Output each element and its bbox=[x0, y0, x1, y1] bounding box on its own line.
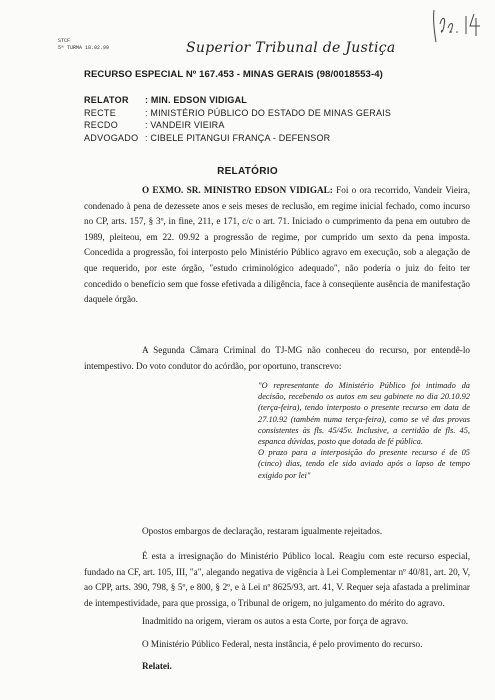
party-recdo bbox=[84, 119, 391, 132]
parties-block bbox=[84, 94, 391, 144]
paragraph-1 bbox=[84, 183, 470, 308]
quote-part-2: O prazo para a interposição do presente recurso é de 05 (cinco) dias, tendo ele sido aviado após o lapso de tempo exigido por lei" bbox=[258, 448, 470, 480]
party-label: ADVOGADO bbox=[84, 132, 139, 143]
court-name: Superior Tribunal de Justiça bbox=[186, 40, 396, 56]
paragraph-6: O Ministério Público Federal, nesta instância, é pelo provimento do recurso. bbox=[142, 639, 423, 649]
party-recte bbox=[84, 107, 391, 120]
stamp-line-2: 5ª TURMA 18.02.99 bbox=[58, 45, 110, 51]
addressee: O EXMO. SR. MINISTRO EDSON VIDIGAL: bbox=[142, 185, 333, 195]
party-label: RECTE bbox=[84, 107, 117, 118]
block-quote bbox=[258, 380, 470, 481]
paragraph-5: Inadmitido na origem, vieram os autos a esta Corte, por força de agravo. bbox=[142, 616, 409, 626]
section-title: RELATÓRIO bbox=[217, 166, 278, 177]
stamp-line-1: STCF bbox=[58, 38, 71, 44]
party-label: RECDO bbox=[84, 120, 119, 130]
party-advogado bbox=[84, 132, 391, 145]
registry-stamp bbox=[58, 38, 109, 52]
party-value: : VANDEIR VIEIRA bbox=[145, 120, 225, 130]
paragraph-1-text: Foi o ora recorrido, Vandeir Vieira, condenado à pena de dezessete anos e seis meses de reclusão, em regime inicial fechado, como incurso no CP, arts. 157, § 3º, in fine, 211, e 171, c/c o art. 71. Iniciado o cumprimento da pena em outubro de 1989, pleiteou, em 22. 09.92 a progressão de regime, por cumprido um sexto da pena imposta. Concedida a progressão, foi interposto pelo Ministério Público agravo em execução, sob a alegação de que requerido, por este órgão, "estudo criminológico adequado", não poderia o juiz do feito ter concedido o benefício sem que fosse efetivada a diligência, face à conseqüente ausência de manifestação daquele órgão. bbox=[84, 185, 470, 305]
folio-handwriting bbox=[430, 8, 488, 44]
party-value: : CIBELE PITANGUI FRANÇA - DEFENSOR bbox=[145, 132, 331, 143]
party-relator bbox=[84, 94, 391, 107]
party-value: : MIN. EDSON VIDIGAL bbox=[145, 95, 248, 105]
case-number: RECURSO ESPECIAL Nº 167.453 - MINAS GERAIS (98/0018553-4) bbox=[84, 69, 383, 80]
paragraph-2: A Segunda Câmara Criminal do TJ-MG não conheceu do recurso, por entendê-lo intempestivo. Do voto condutor do acórdão, por oportuno, transcrevo: bbox=[84, 345, 470, 371]
paragraph-4: É esta a irresignação do Ministério Público local. Reagiu com este recurso especial, fundado na CF, art. 105, III, "a", alegando negativa de vigência à Lei Complementar nº 40/81, art. 20, V, ao CPP, arts. 390, 798, § 5º, e 800, § 2º, e à Lei nº 8625/93, art. 41, V. Requer seja afastada a preliminar de intempestividade, para que prossiga, o Tribunal de origem, no julgamento do mérito do agravo. bbox=[84, 551, 470, 608]
party-value: : MINISTÉRIO PÚBLICO DO ESTADO DE MINAS GERAIS bbox=[145, 107, 392, 118]
closing-relatei: Relatei. bbox=[142, 661, 172, 671]
quote-part-1: "O representante do Ministério Público foi intimado da decisão, recebendo os autos em seu gabinete no dia 20.10.92 (terça-feira), tendo interposto o presente recurso em data de 27.10.92 (também numa terça-feira), como se vê das provas consistentes às fls. 45/45v. Inclusive, a certidão de fls. 45, espanca dúvidas, posto que dotada de fé pública. bbox=[258, 381, 470, 447]
paragraph-3: Opostos embargos de declaração, restaram igualmente rejeitados. bbox=[142, 526, 383, 536]
party-label: RELATOR bbox=[84, 95, 129, 105]
